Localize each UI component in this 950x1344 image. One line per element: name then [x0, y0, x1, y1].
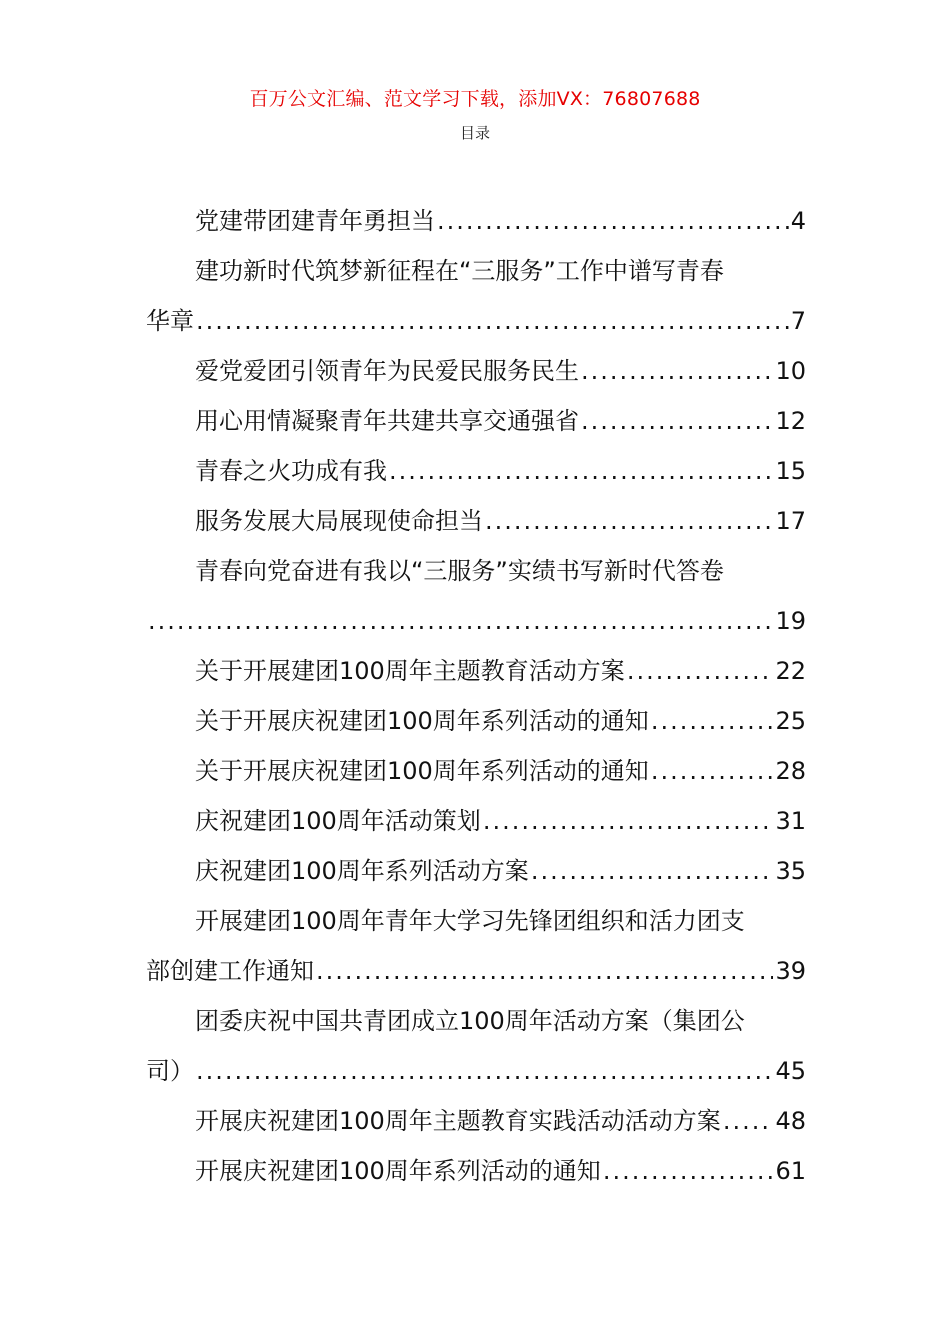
toc-entry-title: 关于开展建团100周年主题教育活动方案	[195, 657, 625, 685]
toc-page-number: 25	[775, 707, 806, 735]
toc-page-number: 4	[790, 207, 806, 235]
toc-entry[interactable]	[146, 446, 806, 496]
toc-entry[interactable]	[146, 896, 806, 996]
toc-page-number: 28	[775, 757, 806, 785]
dot-leader	[483, 796, 774, 846]
toc-page-number: 19	[775, 607, 806, 635]
toc-entry[interactable]	[146, 346, 806, 396]
toc-page-number: 61	[775, 1157, 806, 1185]
dot-leader	[581, 396, 773, 446]
table-of-contents	[146, 196, 806, 1196]
dot-leader	[437, 196, 789, 246]
toc-entry[interactable]	[146, 196, 806, 246]
toc-entry-title: 关于开展庆祝建团100周年系列活动的通知	[195, 707, 649, 735]
toc-entry[interactable]	[146, 846, 806, 896]
dot-leader	[531, 846, 774, 896]
dot-leader	[196, 1046, 773, 1096]
toc-entry-title: 开展庆祝建团100周年主题教育实践活动活动方案	[195, 1107, 721, 1135]
dot-leader	[581, 346, 773, 396]
toc-page-number: 7	[790, 307, 806, 335]
download-banner: 百万公文汇编、范文学习下载，添加VX：76807688	[249, 88, 701, 110]
dot-leader	[603, 1146, 774, 1196]
toc-entry-title: 服务发展大局展现使命担当	[195, 507, 483, 535]
toc-page-number: 15	[775, 457, 806, 485]
toc-entry-title: 青春之火功成有我	[195, 457, 387, 485]
dot-leader	[196, 296, 789, 346]
toc-entry-title: 关于开展庆祝建团100周年系列活动的通知	[195, 757, 649, 785]
toc-entry-title: 庆祝建团100周年活动策划	[195, 807, 481, 835]
toc-entry-title: 开展庆祝建团100周年系列活动的通知	[195, 1157, 601, 1185]
dot-leader	[485, 496, 773, 546]
toc-entry[interactable]	[146, 1146, 806, 1196]
toc-entry-title: 庆祝建团100周年系列活动方案	[195, 857, 529, 885]
toc-entry[interactable]	[146, 496, 806, 546]
dot-leader	[723, 1096, 774, 1146]
toc-entry-title-line: 建功新时代筑梦新征程在“三服务”工作中谱写青春	[195, 257, 724, 285]
toc-entry[interactable]	[146, 246, 806, 346]
dot-leader	[389, 446, 773, 496]
toc-page-number: 45	[775, 1057, 806, 1085]
toc-page-number: 39	[775, 957, 806, 985]
toc-entry-title: 部创建工作通知	[146, 957, 314, 985]
toc-entry-title-line: 团委庆祝中国共青团成立100周年活动方案（集团公	[195, 1007, 745, 1035]
toc-entry-title: 华章	[146, 307, 194, 335]
toc-entry[interactable]	[146, 1096, 806, 1146]
toc-page-number: 17	[775, 507, 806, 535]
toc-entry[interactable]	[146, 546, 806, 646]
toc-entry[interactable]	[146, 996, 806, 1096]
toc-entry-title: 党建带团建青年勇担当	[195, 207, 435, 235]
dot-leader	[651, 746, 774, 796]
toc-page-number: 31	[775, 807, 806, 835]
toc-page-number: 10	[775, 357, 806, 385]
toc-entry[interactable]	[146, 646, 806, 696]
toc-entry-title-line: 青春向党奋进有我以“三服务”实绩书写新时代答卷	[195, 557, 724, 585]
toc-heading: 目录	[459, 124, 490, 142]
toc-entry[interactable]	[146, 696, 806, 746]
dot-leader	[627, 646, 774, 696]
toc-page-number: 12	[775, 407, 806, 435]
toc-entry-title: 用心用情凝聚青年共建共享交通强省	[195, 407, 579, 435]
toc-entry[interactable]	[146, 796, 806, 846]
toc-entry-title: 司）	[146, 1057, 194, 1085]
toc-entry-title: 爱党爱团引领青年为民爱民服务民生	[195, 357, 579, 385]
toc-page-number: 48	[775, 1107, 806, 1135]
dot-leader	[651, 696, 774, 746]
toc-page-number: 35	[775, 857, 806, 885]
toc-entry[interactable]	[146, 746, 806, 796]
toc-page-number: 22	[775, 657, 806, 685]
toc-entry[interactable]	[146, 396, 806, 446]
toc-entry-title-line: 开展建团100周年青年大学习先锋团组织和活力团支	[195, 907, 745, 935]
dot-leader	[316, 946, 773, 996]
dot-leader	[148, 596, 773, 646]
